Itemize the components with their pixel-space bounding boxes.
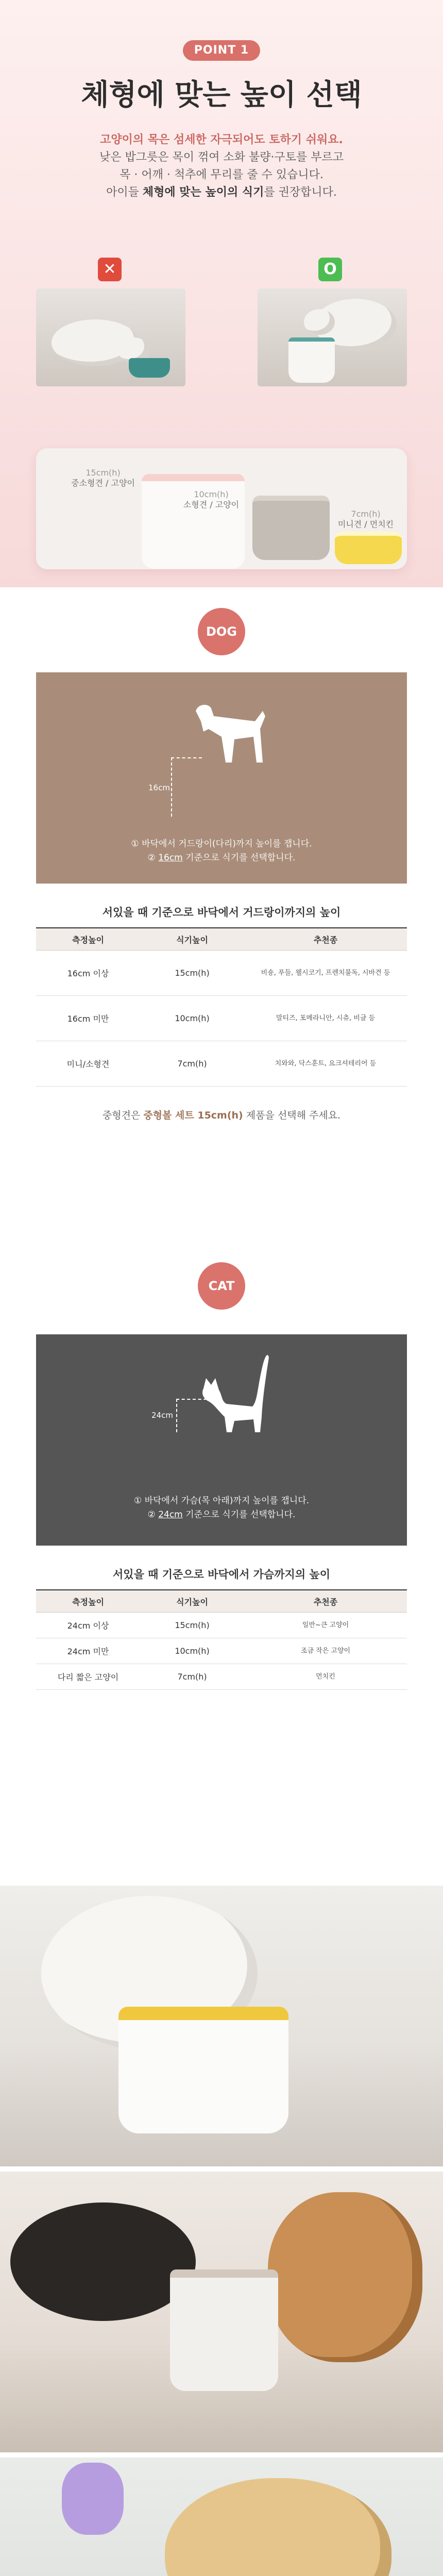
dog-measure-tick xyxy=(171,757,202,758)
dog-size-table xyxy=(36,927,407,1087)
dog-footnote-highlight: 중형볼 세트 15cm(h) xyxy=(143,1110,243,1121)
product-photo-two-cats xyxy=(0,2172,443,2452)
correct-mark-icon: O xyxy=(318,258,342,281)
photo-gray-bowl xyxy=(170,2269,278,2391)
low-bowl-shape xyxy=(129,358,170,378)
bowl-caption-15 xyxy=(57,468,149,488)
low-bowl-cat-photo xyxy=(36,289,185,386)
cat-head-shape xyxy=(304,309,335,335)
table-cell: 조금 작은 고양이 xyxy=(244,1638,407,1664)
bowl-height-10: 10cm(h) xyxy=(194,489,229,499)
table-cell: 15cm(h) xyxy=(140,1613,244,1638)
cat-note2-pre: ② xyxy=(147,1510,159,1520)
table-header-cell: 식기높이 xyxy=(140,928,244,951)
table-header-cell: 추천종 xyxy=(244,928,407,951)
desc-line3-post: 를 줄 수 있습니다. xyxy=(232,168,323,181)
high-bowl-cat-photo xyxy=(258,289,407,386)
photo-yellow-bowl xyxy=(118,2007,288,2133)
table-cell: 10cm(h) xyxy=(140,996,244,1041)
dog-measure-label: 16cm xyxy=(148,783,170,792)
cat-note2-post: 기준으로 식기를 선택합니다. xyxy=(182,1510,296,1520)
cat-table-title: 서있을 때 기준으로 바닥에서 가슴까지의 높이 xyxy=(113,1568,330,1581)
table-cell: 16cm 미만 xyxy=(36,996,140,1041)
table-cell: 말티즈, 포메라니안, 시츄, 비글 등 xyxy=(244,996,407,1041)
dog-measure-line xyxy=(171,757,172,817)
desc-line2-post: 를 부르고 xyxy=(296,151,344,164)
high-bowl-shape xyxy=(288,337,335,383)
bowl-10cm-shape xyxy=(252,496,330,560)
table-cell: 16cm 이상 xyxy=(36,951,140,996)
table-row xyxy=(36,951,407,996)
dog-note2-post: 기준으로 식기를 선택합니다. xyxy=(182,853,296,863)
cat-badge: CAT xyxy=(198,1262,245,1310)
dog-footnote-pre: 중형견은 xyxy=(102,1110,144,1121)
desc-line2-pre: 낮은 밥그릇은 목이 꺾여 소화 불량·구토 xyxy=(99,151,296,164)
cat-measure-tick xyxy=(176,1399,212,1400)
cat-measure-line xyxy=(176,1399,177,1432)
photo-poodle-shape xyxy=(165,2478,391,2576)
dog-note1-pre: ① 바닥에서 xyxy=(131,839,179,849)
desc-line3-pre: 목 · 어깨 · 척추에 무리 xyxy=(120,168,233,181)
dog-footnote xyxy=(0,1108,443,1122)
dog-measure-panel xyxy=(36,672,407,884)
photo-tabby-cat-shape xyxy=(268,2192,422,2362)
desc-line4-post: 를 권장합니다. xyxy=(264,186,337,199)
point1-description xyxy=(0,131,443,201)
bowl-size-panel xyxy=(36,448,407,569)
photo-gallery xyxy=(0,1886,443,2576)
product-photo-poodle xyxy=(0,2458,443,2576)
dog-note2-value: 16cm xyxy=(158,853,183,863)
table-header-cell: 추천종 xyxy=(244,1590,407,1613)
desc-line1: 고양이의 목은 섬세한 자극되어도 토하기 쉬워요. xyxy=(100,133,343,146)
table-row xyxy=(36,996,407,1041)
table-cell: 15cm(h) xyxy=(140,951,244,996)
table-row xyxy=(36,1664,407,1690)
dog-silhouette-icon xyxy=(185,701,273,793)
bowl-label-15: 중소형견 / 고양이 xyxy=(71,478,135,488)
table-header-row xyxy=(36,928,407,951)
table-cell: 먼치킨 xyxy=(244,1664,407,1690)
table-cell: 7cm(h) xyxy=(140,1041,244,1087)
table-row xyxy=(36,1638,407,1664)
table-header-cell: 측정높이 xyxy=(36,928,140,951)
bowl-caption-10 xyxy=(175,489,247,510)
point1-section xyxy=(0,0,443,587)
table-header-cell: 측정높이 xyxy=(36,1590,140,1613)
dog-note1-text: 거드랑이(다리)까지 높이를 잽니다. xyxy=(178,839,312,849)
table-cell: 24cm 미만 xyxy=(36,1638,140,1664)
photo-black-cat-shape xyxy=(10,2202,196,2321)
bowl-15cm-shape xyxy=(142,474,245,569)
desc-line4-pre: 아이들 xyxy=(106,186,143,199)
product-photo-white-cat xyxy=(0,1886,443,2166)
table-header-cell: 식기높이 xyxy=(140,1590,244,1613)
dog-table-title: 서있을 때 기준으로 바닥에서 거드랑이까지의 높이 xyxy=(102,906,341,919)
dog-note2-pre: ② xyxy=(147,853,159,863)
bowl-label-7: 미니견 / 먼치킨 xyxy=(337,519,394,529)
table-cell: 미니/소형견 xyxy=(36,1041,140,1087)
table-cell: 7cm(h) xyxy=(140,1664,244,1690)
table-cell: 10cm(h) xyxy=(140,1638,244,1664)
bowl-caption-7 xyxy=(325,509,407,530)
cat-measure-note xyxy=(36,1494,407,1522)
cat-measure-label: 24cm xyxy=(151,1411,173,1420)
photo-toy-shape xyxy=(62,2463,124,2535)
cat-note1: ① 바닥에서 가슴(목 아래)까지 높이를 잽니다. xyxy=(133,1496,310,1506)
table-cell: 일반~큰 고양이 xyxy=(244,1613,407,1638)
cat-note2-value: 24cm xyxy=(158,1510,183,1520)
page-headline: 체형에 맞는 높이 선택 xyxy=(81,78,362,112)
cat-measure-panel xyxy=(36,1334,407,1546)
bowl-height-7: 7cm(h) xyxy=(351,509,381,519)
point-badge: POINT 1 xyxy=(183,40,260,61)
table-cell: 비숑, 푸들, 웰시코기, 프렌치불독, 시바견 등 xyxy=(244,951,407,996)
table-cell: 다리 짧은 고양이 xyxy=(36,1664,140,1690)
bowl-7cm-shape xyxy=(335,532,402,564)
bowl-height-15: 15cm(h) xyxy=(86,468,121,478)
table-cell: 치와와, 닥스훈트, 요크셔테리어 등 xyxy=(244,1041,407,1087)
dog-footnote-post: 제품을 선택해 주세요. xyxy=(243,1110,341,1121)
table-row xyxy=(36,1041,407,1087)
dog-measure-note xyxy=(36,837,407,865)
dog-badge: DOG xyxy=(198,608,245,655)
cat-silhouette-icon xyxy=(191,1345,273,1448)
bowl-label-10: 소형견 / 고양이 xyxy=(183,500,240,510)
desc-line4-bold: 체형에 맞는 높이의 식기 xyxy=(142,186,264,199)
dog-section xyxy=(0,587,443,1247)
table-cell: 24cm 이상 xyxy=(36,1613,140,1638)
table-header-row xyxy=(36,1590,407,1613)
cat-size-table xyxy=(36,1589,407,1690)
table-row xyxy=(36,1613,407,1638)
cat-section xyxy=(0,1247,443,1886)
wrong-mark-icon: ✕ xyxy=(98,258,122,281)
